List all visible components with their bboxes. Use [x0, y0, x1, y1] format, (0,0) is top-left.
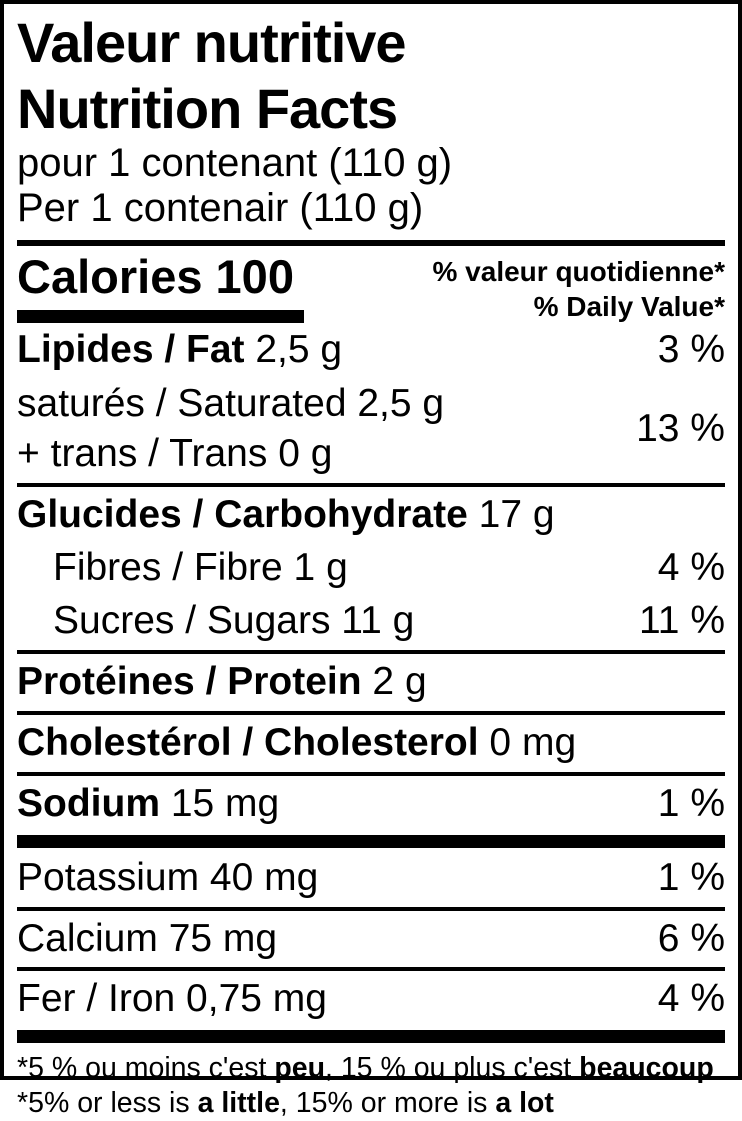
trans-fat-label: + trans / Trans 0 g — [17, 432, 333, 476]
row-saturated-trans — [17, 377, 725, 481]
divider-thin — [17, 907, 725, 911]
cholesterol-amount: 0 mg — [478, 720, 577, 764]
potassium-dv: 1 % — [657, 855, 725, 899]
fat-label: Lipides / Fat — [17, 328, 245, 372]
row-fat — [17, 324, 725, 377]
row-cholesterol — [17, 717, 725, 770]
daily-value-header — [433, 252, 726, 324]
saturated-trans-dv: 13 % — [636, 407, 725, 451]
calories-section — [17, 252, 725, 324]
title-en: Nutrition Facts — [17, 76, 398, 140]
daily-value-header-en: % Daily Value* — [533, 291, 725, 323]
row-fibre — [17, 542, 725, 595]
footnote-fr: *5 % ou moins c'est peu, 15 % ou plus c'est beaucoup — [17, 1052, 714, 1085]
carbohydrate-amount: 17 g — [467, 493, 555, 537]
row-protein — [17, 656, 725, 709]
row-iron — [17, 973, 725, 1026]
serving-size-en: Per 1 contenair (110 g) — [17, 186, 424, 231]
sugars-label: Sucres / Sugars 11 g — [53, 599, 415, 643]
divider-thick — [17, 835, 725, 848]
potassium-label: Potassium 40 mg — [17, 855, 319, 899]
divider-thin — [17, 967, 725, 971]
row-sugars — [17, 595, 725, 648]
sodium-amount: 15 mg — [160, 781, 280, 825]
iron-dv: 4 % — [657, 977, 725, 1021]
calcium-dv: 6 % — [657, 916, 725, 960]
serving-size-fr: pour 1 contenant (110 g) — [17, 141, 453, 186]
divider-thick — [17, 1030, 725, 1043]
sodium-dv: 1 % — [657, 781, 725, 825]
calories-value — [17, 250, 304, 304]
iron-label: Fer / Iron 0,75 mg — [17, 977, 327, 1021]
daily-value-header-fr: % valeur quotidienne* — [432, 256, 725, 288]
fat-amount: 2,5 g — [244, 328, 343, 372]
divider-thin — [17, 711, 725, 715]
footnote-en: *5% or less is a little, 15% or more is a lot — [17, 1087, 554, 1120]
row-sodium — [17, 778, 725, 831]
fibre-label: Fibres / Fibre 1 g — [53, 546, 348, 590]
divider-medium — [17, 240, 725, 246]
row-carbohydrate — [17, 489, 725, 542]
divider-thin — [17, 650, 725, 654]
sodium-label: Sodium — [17, 781, 160, 825]
protein-label: Protéines / Protein — [17, 660, 362, 703]
calcium-label: Calcium 75 mg — [17, 916, 278, 960]
calories-block — [17, 252, 304, 322]
divider-thin — [17, 483, 725, 487]
calories-amount: 100 — [215, 250, 294, 304]
row-potassium — [17, 852, 725, 905]
fat-dv: 3 % — [657, 328, 725, 372]
protein-amount: 2 g — [361, 660, 427, 703]
divider-thin — [17, 772, 725, 776]
fibre-dv: 4 % — [657, 546, 725, 590]
carbohydrate-label: Glucides / Carbohydrate — [17, 493, 468, 537]
cholesterol-label: Cholestérol / Cholesterol — [17, 720, 479, 764]
calories-underline-bar — [17, 310, 304, 323]
sugars-dv: 11 % — [639, 599, 725, 643]
row-calcium — [17, 913, 725, 966]
title-fr: Valeur nutritive — [17, 11, 406, 74]
calories-label: Calories — [17, 250, 203, 304]
footnotes — [17, 1051, 725, 1121]
saturated-fat-label: saturés / Saturated 2,5 g — [17, 382, 445, 426]
